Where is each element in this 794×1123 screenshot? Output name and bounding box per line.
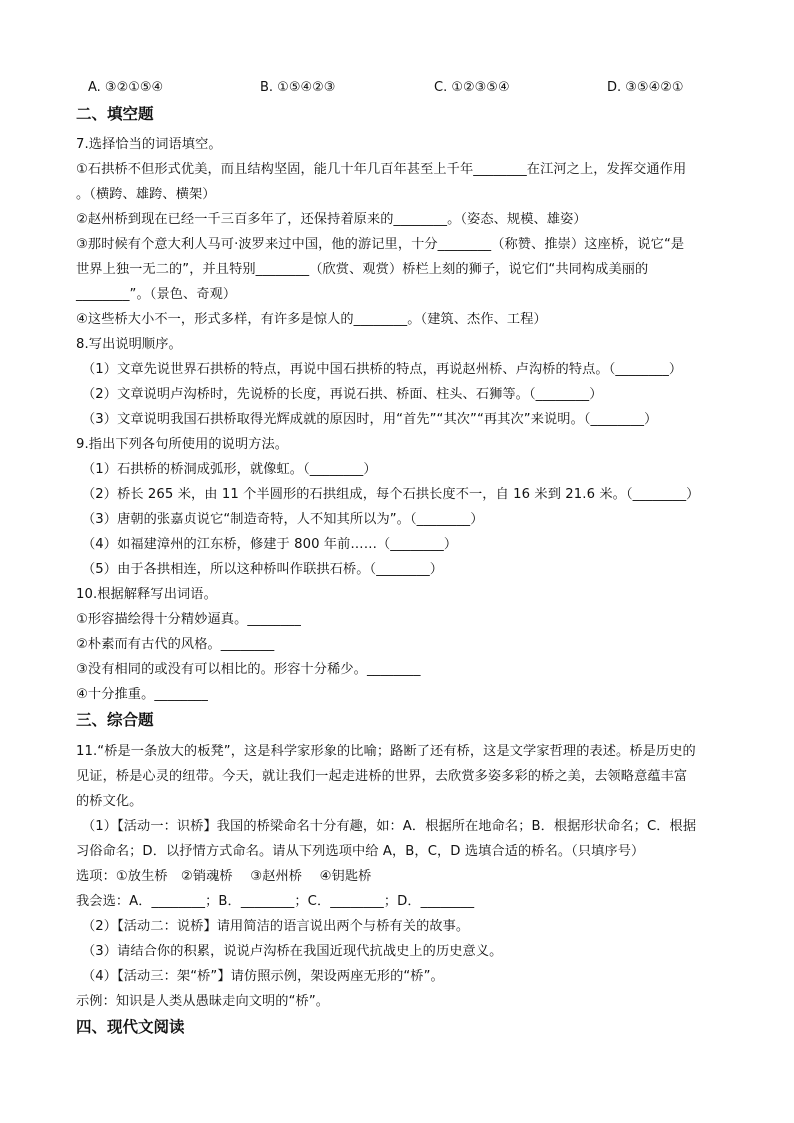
question-7-line: 世界上独一无二的”，并且特别________（欣赏、观赏）桥栏上刻的狮子，说它们“共同构成美丽的 bbox=[76, 262, 649, 277]
answer-options-row bbox=[88, 80, 728, 98]
question-8-line: （3）文章说明我国石拱桥取得光辉成就的原因时，用“首先”“其次”“再其次”来说明。（________） bbox=[82, 412, 658, 427]
section-title-reading: 四、现代文阅读 bbox=[76, 1017, 185, 1036]
question-11-line: （2）【活动二：说桥】请用简洁的语言说出两个与桥有关的故事。 bbox=[82, 919, 470, 934]
question-9-line: （4）如福建漳州的江东桥，修建于 800 年前……（________） bbox=[82, 537, 458, 552]
question-8-line: （1）文章先说世界石拱桥的特点，再说中国石拱桥的特点，再说赵州桥、卢沟桥的特点。（________） bbox=[82, 362, 683, 377]
question-7-line: ④这些桥大小不一，形式多样，有许多是惊人的________。（建筑、杰作、工程） bbox=[76, 312, 547, 327]
option-b: B. ①⑤④②③ bbox=[260, 80, 336, 95]
question-11-line: （3）请结合你的积累，说说卢沟桥在我国近现代抗战史上的历史意义。 bbox=[82, 944, 503, 959]
question-7-line: 。（横跨、雄跨、横架） bbox=[76, 187, 216, 202]
question-11-line: 我会选：A．________；B．________；C．________；D．________ bbox=[76, 894, 475, 909]
question-9-line: （5）由于各拱相连，所以这种桥叫作联拱石桥。（________） bbox=[82, 562, 444, 577]
question-9-line: （3）唐朝的张嘉贞说它“制造奇特，人不知其所以为”。（________） bbox=[82, 512, 484, 527]
option-a: A. ③②①⑤④ bbox=[88, 80, 164, 95]
question-7-line: ①石拱桥不但形式优美，而且结构坚固，能几十年几百年甚至上千年________在江河之上，发挥交通作用 bbox=[76, 162, 687, 177]
option-d: D. ③⑤④②① bbox=[607, 80, 684, 95]
question-7-line: ________”。（景色、奇观） bbox=[76, 287, 237, 302]
question-8-line: （2）文章说明卢沟桥时，先说桥的长度，再说石拱、桥面、柱头、石狮等。（________） bbox=[82, 387, 603, 402]
question-11-line: 的桥文化。 bbox=[76, 794, 143, 809]
question-10-stem: 10.根据解释写出词语。 bbox=[76, 587, 217, 602]
question-11-line: （1）【活动一：识桥】我国的桥梁命名十分有趣，如：A．根据所在地命名；B．根据形状命名；C．根据 bbox=[82, 819, 697, 834]
question-11-line: （4）【活动三：架“桥”】请仿照示例，架设两座无形的“桥”。 bbox=[82, 969, 444, 984]
question-11-line: 示例：知识是人类从愚昧走向文明的“桥”。 bbox=[76, 994, 330, 1009]
question-9-stem: 9.指出下列各句所使用的说明方法。 bbox=[76, 437, 289, 452]
question-11-line: 选项：①放生桥 ②销魂桥 ③赵州桥 ④钥匙桥 bbox=[76, 869, 372, 884]
question-7-line: ③那时候有个意大利人马可·波罗来过中国，他的游记里，十分________（称赞、推崇）这座桥，说它“是 bbox=[76, 237, 685, 252]
question-10-line: ④十分推重。________ bbox=[76, 687, 208, 702]
question-11-line: 见证，桥是心灵的纽带。今天，就让我们一起走进桥的世界，去欣赏多姿多彩的桥之美，去领略意蕴丰富 bbox=[76, 769, 688, 784]
question-7-stem: 7.选择恰当的词语填空。 bbox=[76, 137, 222, 152]
question-9-line: （1）石拱桥的桥洞成弧形，就像虹。（________） bbox=[82, 462, 377, 477]
question-10-line: ①形容描绘得十分精妙逼真。________ bbox=[76, 612, 301, 627]
option-c: C. ①②③⑤④ bbox=[434, 80, 510, 95]
question-10-line: ②朴素而有古代的风格。________ bbox=[76, 637, 275, 652]
question-7-line: ②赵州桥到现在已经一千三百多年了，还保持着原来的________。（姿态、规模、雄姿） bbox=[76, 212, 587, 227]
question-11-line: 11.“桥是一条放大的板凳”，这是科学家形象的比喻；路断了还有桥，这是文学家哲理的表述。桥是历史的 bbox=[76, 744, 696, 759]
question-9-line: （2）桥长 265 米，由 11 个半圆形的石拱组成，每个石拱长度不一，自 16 米到 21.6 米。（________） bbox=[82, 487, 700, 502]
question-10-line: ③没有相同的或没有可以相比的。形容十分稀少。________ bbox=[76, 662, 421, 677]
question-11-line: 习俗命名；D．以抒情方式命名。请从下列选项中给 A，B，C，D 选填合适的桥名。（只填序号） bbox=[76, 844, 645, 859]
question-8-stem: 8.写出说明顺序。 bbox=[76, 337, 182, 352]
section-title-fill-in: 二、填空题 bbox=[76, 104, 154, 123]
section-title-comprehensive: 三、综合题 bbox=[76, 710, 154, 729]
